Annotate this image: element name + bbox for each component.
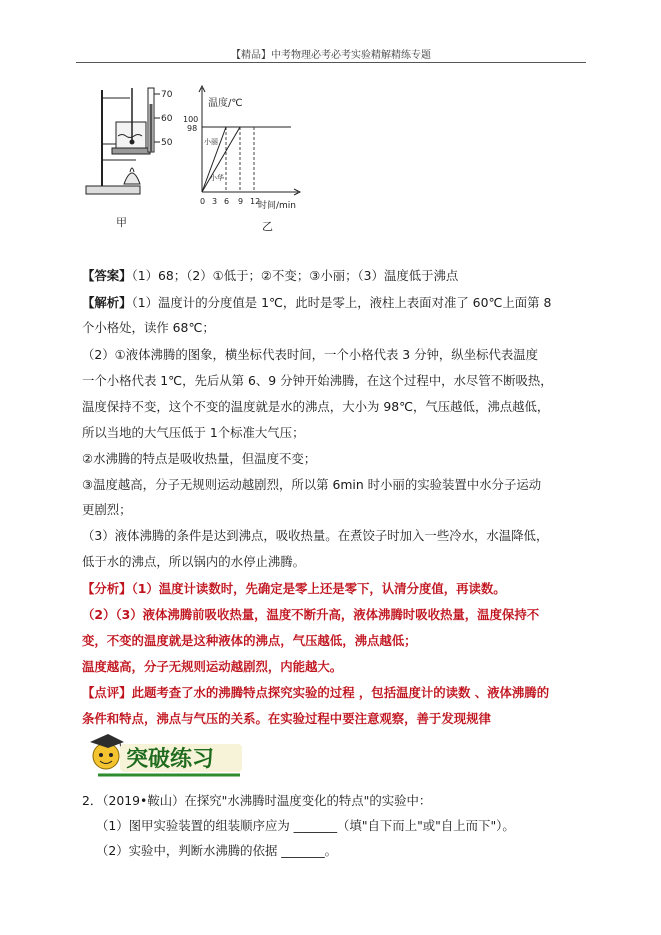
analysis-line-2: 个小格处，读作 68℃；	[82, 320, 215, 335]
x-tick-9: 9	[238, 197, 244, 206]
analysis-line-9: 更剧烈；	[82, 502, 132, 517]
answer-text: （1）68；（2）①低于；②不变；③小丽；（3）温度低于沸点	[131, 268, 459, 283]
header-divider	[76, 62, 586, 63]
dianping-line-2: 条件和特点，沸点与气压的关系。在实验过程中要注意观察，善于发现规律	[82, 711, 491, 726]
series-line-xiaoli	[202, 127, 226, 192]
dianping-line-1: 【点评】此题考查了水的沸腾特点探究实验的过程 ，包括温度计的读数 、液体沸腾的	[82, 685, 550, 700]
mascot-icon	[90, 734, 124, 769]
question-number: 2．	[82, 793, 103, 808]
x-tick-3: 3	[212, 197, 218, 206]
fenxi-line-1: 【分析】（1）温度计读数时，先确定是零上还是零下，认清分度值，再读数。	[82, 581, 506, 596]
fenxi-line-3: 变，不变的温度就是这种液体的沸点，气压越低，沸点越低；	[82, 633, 417, 648]
dianping-tag: 【点评】	[82, 685, 132, 700]
thermometer-scale	[154, 90, 173, 148]
answer-tag: 【答案】	[82, 268, 132, 283]
analysis-line-4: 一个小格代表 1℃，先后从第 6、9 分钟开始沸腾，在这个过程中，水尽管不断吸热，	[82, 373, 553, 388]
analysis-line-11: 低于水的沸点，所以锅内的水停止沸腾。	[82, 554, 306, 569]
analysis-line-6: 所以当地的大气压低于 1个标准大气压；	[82, 425, 305, 440]
thermo-tick-50: 50	[161, 138, 173, 148]
y-tick-100: 100	[183, 115, 199, 124]
chart-ylabel: 温度/℃	[208, 98, 243, 109]
x-tick-0: 0	[200, 197, 206, 206]
breakthrough-practice-badge	[80, 728, 250, 780]
temperature-chart	[183, 86, 300, 211]
fenxi-line-2: （2）（3）液体沸腾前吸收热量，温度不断升高，液体沸腾时吸收热量，温度保持不	[82, 607, 540, 622]
header-title: 【精品】中考物理必考必考实验精解精练专题	[231, 50, 431, 61]
question-item-2: （2）实验中，判断水沸腾的依据 _______。	[96, 843, 338, 858]
figure-label-left: 甲	[116, 216, 127, 229]
y-tick-98: 98	[187, 124, 198, 133]
analysis-line-10: （3）液体沸腾的条件是达到沸点，吸收热量。在煮饺子时加入一些冷水，水温降低，	[82, 528, 549, 543]
analysis-line-5: 温度保持不变，这个不变的温度就是水的沸点，大小为 98℃，气压越低，沸点越低，	[82, 399, 550, 414]
chart-xlabel: 时间/min	[258, 201, 297, 211]
x-tick-12: 12	[250, 197, 261, 206]
series-label-xiaohua: 小华	[210, 174, 224, 182]
analysis-line-3: （2）①液体沸腾的图象，横坐标代表时间，一个小格代表 3 分钟，纵坐标代表温度	[82, 347, 539, 362]
answer-line	[82, 266, 458, 284]
fenxi-tag: 【分析】	[82, 581, 132, 596]
badge-text: 突破练习	[126, 746, 215, 772]
series-label-xiaoli: 小丽	[204, 138, 218, 146]
figure-label-right: 乙	[262, 220, 273, 233]
analysis-tag: 【解析】	[82, 295, 132, 310]
analysis-line-8: ③温度越高，分子无规则运动越剧烈，所以第 6min 时小丽的实验装置中水分子运动	[82, 477, 542, 492]
analysis-line-1: 【解析】（1）温度计的分度值是 1℃，此时是零上，液柱上表面对准了 60℃上面第 8	[82, 295, 552, 310]
question-stem: 2．（2019•鞍山）在探究"水沸腾时温度变化的特点"的实验中：	[82, 793, 432, 808]
fenxi-line-4: 温度越高，分子无规则运动越剧烈，内能越大。	[82, 659, 343, 674]
x-tick-6: 6	[224, 197, 230, 206]
experiment-figures	[80, 84, 330, 234]
series-line-xiaohua	[202, 127, 240, 192]
question-item-1: （1）图甲实验装置的组装顺序应为 _______（填"自下而上"或"自上而下"）。	[96, 818, 515, 833]
thermo-tick-70: 70	[161, 90, 173, 100]
analysis-line-7: ②水沸腾的特点是吸收热量，但温度不变；	[82, 451, 317, 466]
thermo-tick-60: 60	[161, 114, 173, 124]
apparatus-illustration	[86, 88, 154, 194]
